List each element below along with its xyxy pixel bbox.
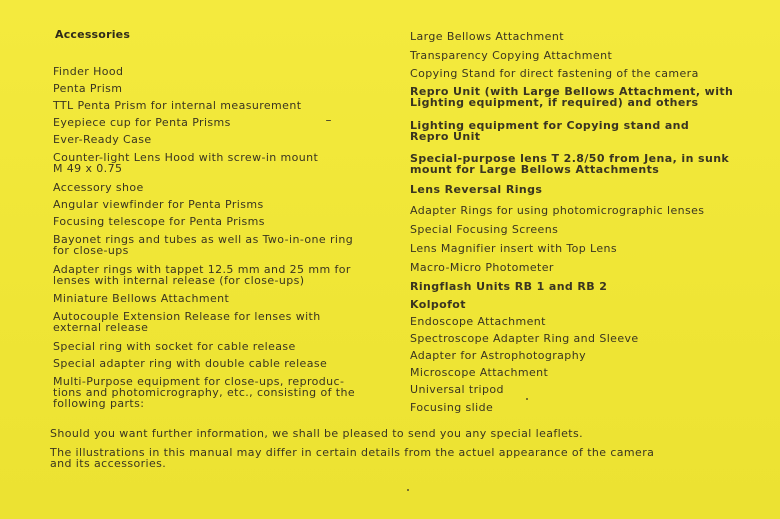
list-item: Large Bellows Attachment — [410, 30, 564, 43]
list-item: Special ring with socket for cable release — [53, 340, 296, 353]
list-item: Counter-light Lens Hood with screw-in mount M 49 x 0.75 — [53, 151, 319, 175]
list-item: Special-purpose lens T 2.8/50 from Jena, in sunk mount for Large Bellows Attachments — [410, 152, 730, 176]
list-item: Repro Unit (with Large Bellows Attachment, with Lighting equipment, if required) and others — [410, 85, 734, 109]
list-item: Transparency Copying Attachment — [410, 49, 613, 62]
list-item: Autocouple Extension Release for lenses with external release — [53, 310, 321, 334]
footer-disclaimer: The illustrations in this manual may differ in certain details from the actuel appearance of the camera and its accessories. — [50, 446, 655, 470]
list-item: Ever-Ready Case — [53, 133, 152, 146]
list-item: Kolpofot — [410, 298, 466, 311]
footer-note: Should you want further information, we shall be pleased to send you any special leaflets. — [50, 427, 584, 440]
list-item: Focusing telescope for Penta Prisms — [53, 215, 265, 228]
list-item: Adapter for Astrophotography — [410, 349, 586, 362]
list-item: Multi-Purpose equipment for close-ups, reproduc- tions and photomicrography, etc., consisting of the following parts: — [53, 375, 356, 410]
list-item: Microscope Attachment — [410, 366, 549, 379]
list-item: Bayonet rings and tubes as well as Two-in-one ring for close-ups — [53, 233, 354, 257]
list-item: Special Focusing Screens — [410, 223, 559, 236]
list-item: Lens Reversal Rings — [410, 183, 543, 196]
speck-mark — [526, 398, 528, 400]
list-item: Spectroscope Adapter Ring and Sleeve — [410, 332, 639, 345]
list-item: Endoscope Attachment — [410, 315, 546, 328]
list-item: Penta Prism — [53, 82, 123, 95]
list-item: Miniature Bellows Attachment — [53, 292, 230, 305]
list-item: Universal tripod — [410, 383, 504, 396]
list-item: Copying Stand for direct fastening of the camera — [410, 67, 699, 80]
list-item: Lighting equipment for Copying stand and Repro Unit — [410, 119, 690, 143]
list-item: Accessory shoe — [53, 181, 144, 194]
list-item: Focusing slide — [410, 401, 494, 414]
section-heading: Accessories — [55, 28, 131, 41]
list-item: Adapter rings with tappet 12.5 mm and 25 mm for lenses with internal release (for close-ups) — [53, 263, 351, 287]
list-item: Lens Magnifier insert with Top Lens — [410, 242, 618, 255]
list-item: Eyepiece cup for Penta Prisms — [53, 116, 231, 129]
list-item: Macro-Micro Photometer — [410, 261, 554, 274]
list-item: Special adapter ring with double cable release — [53, 357, 328, 370]
speck-mark — [407, 489, 409, 491]
list-item: Ringflash Units RB 1 and RB 2 — [410, 280, 608, 293]
speck-mark — [326, 120, 331, 121]
list-item: TTL Penta Prism for internal measurement — [53, 99, 302, 112]
list-item: Angular viewfinder for Penta Prisms — [53, 198, 264, 211]
list-item: Adapter Rings for using photomicrographic lenses — [410, 204, 705, 217]
list-item: Finder Hood — [53, 65, 124, 78]
